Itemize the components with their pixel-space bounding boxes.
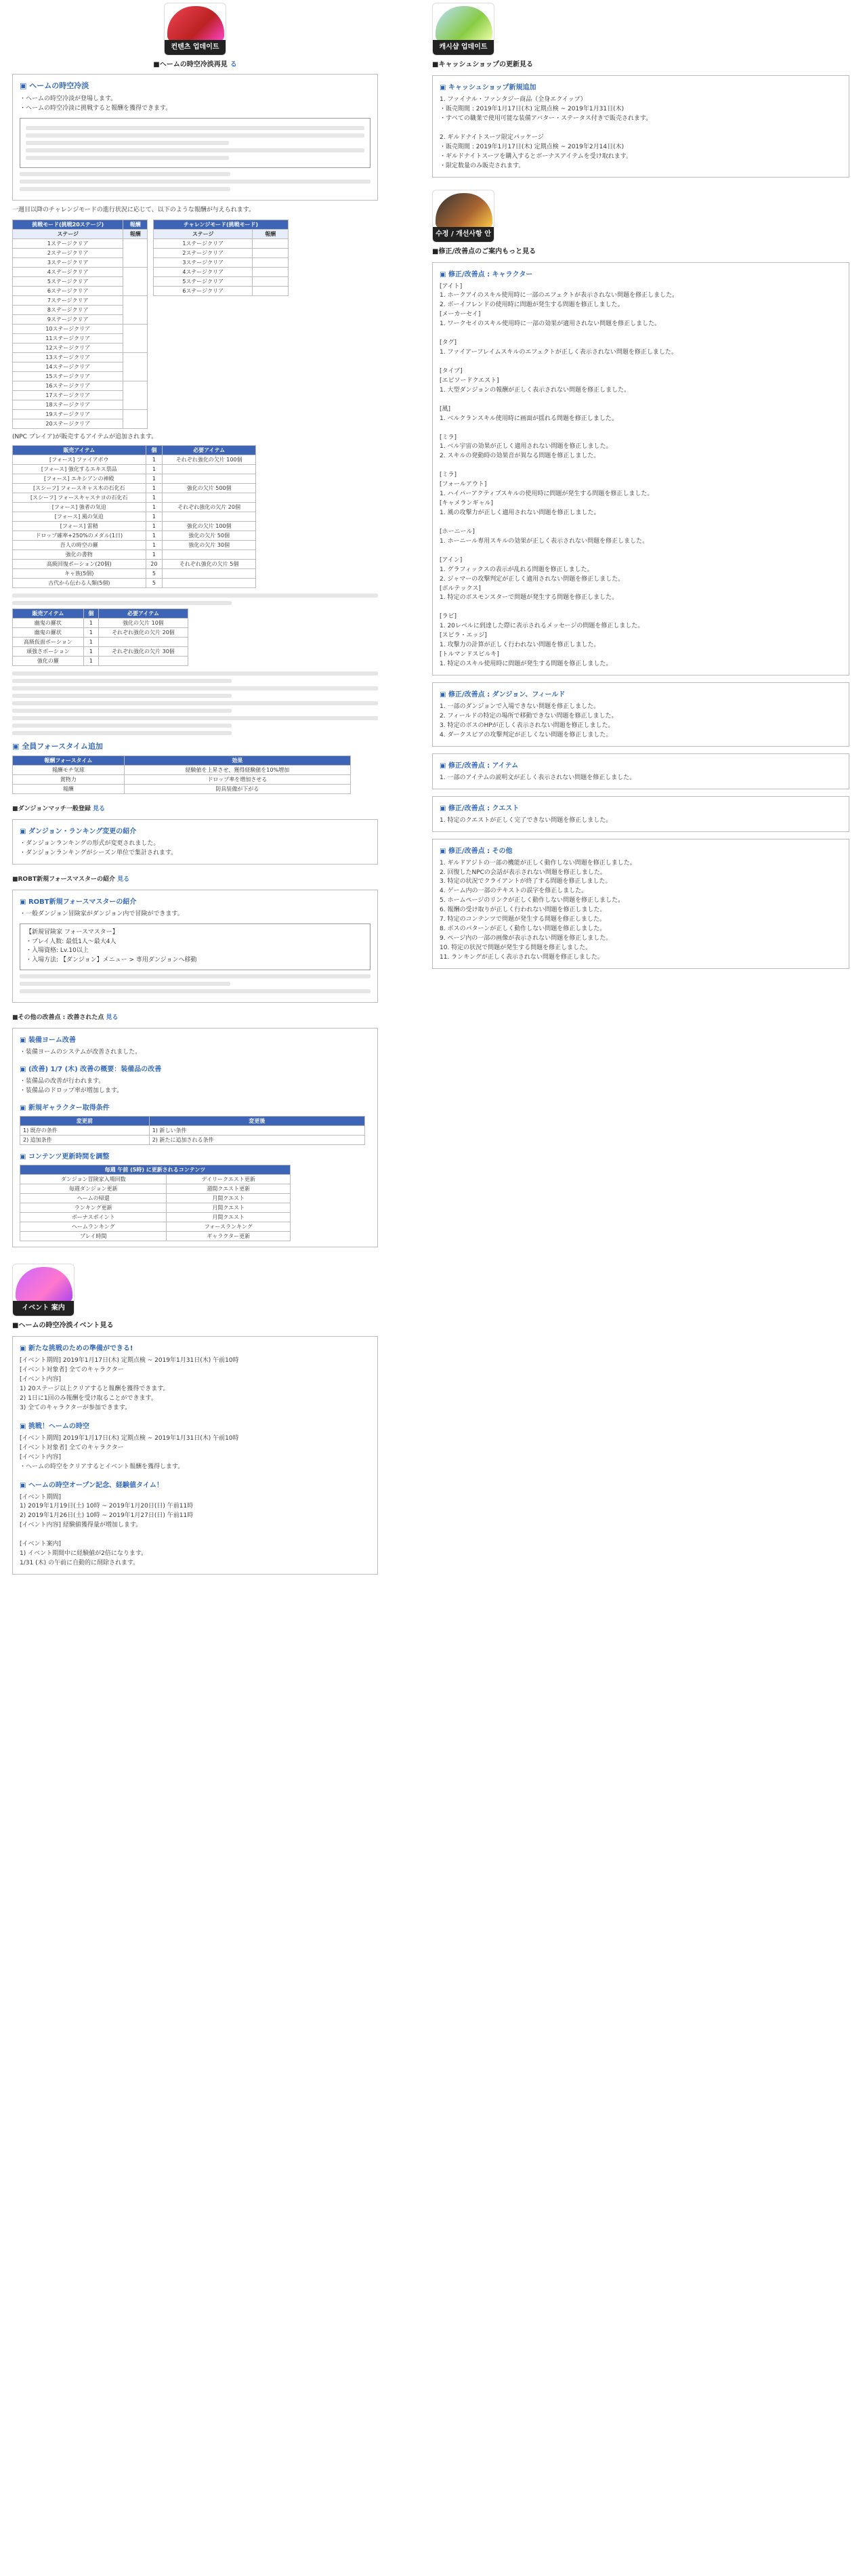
table-cell: 1 <box>146 549 163 559</box>
table-cell: 強化の欠片 100個 <box>163 521 256 531</box>
table-cell: 14ステージクリア <box>13 362 123 371</box>
table-cell: 1 <box>146 521 163 531</box>
compare-table <box>20 1116 365 1145</box>
table-cell: 週間クエスト更新 <box>167 1184 291 1194</box>
table-cell <box>123 381 148 409</box>
event-text-3: [イベント期間] 1) 2019年1月19日(土) 10時 ~ 2019年1月20日(日) 午前11時 2) 2019年1月26日(土) 10時 ~ 2019年1月27日(日) 午前11時 [イベント内容] 経験値獲得量が増加します。 [イベント案内] 1) イベント期間中に経験値が2倍になります。 1/31 (木) の午前に自動的に削除されます。 <box>20 1493 194 1567</box>
table-cell <box>163 549 256 559</box>
table-cell: 強化の欠片 50個 <box>163 531 256 540</box>
misc-text-1: ・装備ヨームのシステムが改善されました。 <box>20 1049 142 1056</box>
table-cell: プレイ時間 <box>20 1232 167 1241</box>
table-subheader: 報酬 <box>253 229 289 238</box>
fix-header <box>432 190 849 255</box>
placeholder-line <box>20 187 230 191</box>
table-cell: 1) 新しい条件 <box>149 1126 364 1136</box>
table-subheader: 報酬 <box>123 229 148 238</box>
table-cell: ギャラクター更新 <box>167 1232 291 1241</box>
table-cell: 1 <box>146 512 163 521</box>
fix-dungeon-title: ▣ 修正/改善点 : ダンジョン、フィールド <box>440 688 842 699</box>
table-row <box>13 238 148 248</box>
table-cell: 古代から伝わる人類(5個) <box>13 578 146 587</box>
reward-tables <box>12 220 378 429</box>
table-cell: ランキング更新 <box>20 1203 167 1213</box>
table-cell: 強化の羅 <box>13 656 84 665</box>
table-row <box>13 409 148 419</box>
table-cell: 強化の欠片 30個 <box>163 540 256 549</box>
shop-badge <box>432 3 494 56</box>
table-cell: 1 <box>146 455 163 464</box>
table-row <box>13 618 188 627</box>
table-cell: それぞれ強化の欠片 30個 <box>98 646 188 656</box>
fix-char-title: ▣ 修正/改善点 : キャラクター <box>440 268 842 278</box>
dungeon-match-link[interactable]: ■ダンジョンマッチ一般登録 見る <box>12 805 105 812</box>
badge-label: 캐시샵 업데이트 <box>433 40 494 55</box>
table-cell: ボーナスポイント <box>20 1213 167 1222</box>
table-cell: [フォース] ファイアボウ <box>13 455 146 464</box>
table-cell: 賞物力 <box>13 774 125 784</box>
table-row <box>13 627 188 637</box>
special-table <box>12 755 351 794</box>
table-cell <box>123 267 148 295</box>
table-cell: 1 <box>83 637 98 646</box>
table-row <box>13 656 188 665</box>
table-cell: [スシーフ] フォースキャスナヨの石化石 <box>13 493 146 502</box>
table-cell <box>163 493 256 502</box>
intro-box <box>12 74 378 201</box>
table-cell <box>163 512 256 521</box>
fix-dungeon-box <box>432 682 849 747</box>
table-cell: ヘームランキング <box>20 1222 167 1232</box>
fix-quest-title: ▣ 修正/改善点 : クエスト <box>440 802 842 812</box>
table-row <box>13 381 148 390</box>
table-header: 個 <box>83 608 98 618</box>
table-header: 必要アイテム <box>163 445 256 455</box>
left-column <box>12 0 378 1575</box>
table-row <box>13 765 351 774</box>
table-cell: 強化の欠片 500個 <box>163 483 256 493</box>
table-cell <box>98 637 188 646</box>
table-row <box>154 248 289 257</box>
special-title: ▣ 全員フォースタイム追加 <box>12 741 378 751</box>
table-row <box>154 238 289 248</box>
placeholder-line <box>26 156 229 160</box>
table-row <box>13 637 188 646</box>
table-cell <box>123 324 148 352</box>
table-cell: 2ステージクリア <box>13 248 123 257</box>
event-badge <box>12 1264 75 1316</box>
table-header: 変更前 <box>20 1117 150 1126</box>
table-cell: 1 <box>146 540 163 549</box>
table-cell: [フォース] 強化するエキス票品 <box>13 464 146 474</box>
event-text-2: [イベント期間] 2019年1月17日(木) 定期点検 ~ 2019年1月31日(木) 午前10時 [イベント対象者] 全てのキャラクター [イベント内容] ・ヘームの時空をクリアするとイベント報酬を獲得します。 <box>20 1434 239 1470</box>
table-cell: 9ステージクリア <box>13 314 123 324</box>
table-row <box>20 1222 291 1232</box>
force-frame: 【新規冒険家 フォースマスター】 ・プレイ人数: 最低1人～最大4人 ・入場資格: Lv.10以上 ・入場方法: 【ダンジョン】メニュー > 専用ダンジョンへ移動 <box>20 923 371 971</box>
special-table-body <box>13 765 351 793</box>
table-cell: 2ステージクリア <box>154 248 253 257</box>
table-cell: 18ステージクリア <box>13 400 123 409</box>
table-cell: 幽鬼の羅状 <box>13 618 84 627</box>
fix-item-box <box>432 753 849 789</box>
placeholder-line <box>12 716 378 720</box>
table-row <box>13 324 148 333</box>
table-cell: デイリークエスト更新 <box>167 1175 291 1184</box>
right-column <box>432 0 849 969</box>
table-row <box>13 784 351 793</box>
compare-table-body <box>20 1126 365 1145</box>
event-link[interactable]: ■ヘームの時空冷淡イベント見る <box>12 1322 114 1330</box>
table-cell <box>163 464 256 474</box>
table-cell: 13ステージクリア <box>13 352 123 362</box>
table-cell: 20ステージクリア <box>13 419 123 428</box>
table-cell <box>163 474 256 483</box>
placeholder-line <box>12 709 232 713</box>
event-text-1: [イベント期間] 2019年1月17日(木) 定期点検 ~ 2019年1月31日(木) 午前10時 [イベント対象者] 全てのキャラクター [イベント内容] 1) 20ステージ以上クリアすると報酬を獲得できます。 2) 1日に1回のみ報酬を受け取ることができます。 3) 全てのキャラクターが参加できます。 <box>20 1357 239 1411</box>
table-cell: 16ステージクリア <box>13 381 123 390</box>
placeholder-line <box>12 679 232 683</box>
table-cell: 強化の欠片 10個 <box>98 618 188 627</box>
table-row <box>13 483 256 493</box>
table-cell: 4ステージクリア <box>154 267 253 276</box>
misc-box <box>12 1028 378 1247</box>
table-header: チャレンジモード(挑戦モード) <box>154 220 289 229</box>
table-row <box>20 1203 291 1213</box>
placeholder-line <box>26 148 364 152</box>
table-cell: 6ステージクリア <box>154 286 253 295</box>
placeholder-line <box>12 671 378 676</box>
event-title-3: ▣ ヘームの時空オープン記念、経験値タイム！ <box>20 1479 371 1489</box>
table-cell <box>123 295 148 324</box>
content-update-link[interactable]: ■ヘームの時空冷淡再見 る <box>153 61 237 68</box>
placeholder-line <box>26 141 229 145</box>
table-row <box>13 568 256 578</box>
table-cell: 15ステージクリア <box>13 371 123 381</box>
table-cell: それぞれ強化の欠片 5個 <box>163 559 256 568</box>
misc-title-2: ▣ (改善) 1/7 (木) 改善の概要：装備品の改善 <box>20 1063 371 1073</box>
table-cell: ドロップ確率+250%のメダル(1日) <box>13 531 146 540</box>
table-cell: 5 <box>146 578 163 587</box>
table-cell: 2) 新たに追加される条件 <box>149 1136 364 1145</box>
table-cell: 毎週ダンジョン更新 <box>20 1184 167 1194</box>
intro-frame <box>20 118 371 168</box>
table-row <box>13 493 256 502</box>
placeholder-line <box>12 701 378 705</box>
fix-item-text: 1. 一部のアイテムの説明文が正しく表示されない問題を修正しました。 <box>440 774 636 781</box>
table-cell <box>123 409 148 428</box>
table-cell: 1 <box>146 464 163 474</box>
table-row <box>13 502 256 512</box>
table-cell: 7ステージクリア <box>13 295 123 305</box>
table-cell: 1ステージクリア <box>13 238 123 248</box>
placeholder-line <box>20 982 230 986</box>
placeholder-line <box>20 989 371 993</box>
hero-art-icon <box>167 6 224 41</box>
badge-label: 수정 / 개선사항 안 <box>433 227 494 242</box>
table-cell <box>163 578 256 587</box>
fix-char-box <box>432 262 849 676</box>
shop-box <box>432 75 849 178</box>
table-cell: 8ステージクリア <box>13 305 123 314</box>
table-cell: 5ステージクリア <box>13 276 123 286</box>
table-cell <box>123 238 148 267</box>
table-cell: [スシーフ] フォースキャス木の石化石 <box>13 483 146 493</box>
table-cell: 1 <box>83 627 98 637</box>
table-cell: 1 <box>146 531 163 540</box>
table-cell: 月間クエスト <box>167 1213 291 1222</box>
fix-other-title: ▣ 修正/改善点 : その他 <box>440 845 842 855</box>
shop-title: ▣ キャッシュショップ新規追加 <box>440 81 842 91</box>
placeholder-line <box>20 974 371 978</box>
table-subheader: ステージ <box>154 229 253 238</box>
misc-link[interactable]: ■その他の改善点 : 改善された点 見る <box>12 1014 119 1022</box>
force-link[interactable]: ■ROBT新規フォースマスターの紹介 見る <box>12 875 130 883</box>
table-cell: ヘームの帰還 <box>20 1194 167 1203</box>
table-row <box>13 531 256 540</box>
fix-art-icon <box>436 193 492 228</box>
table-cell: 20 <box>146 559 163 568</box>
dungeon-text: ・ダンジョンランキングの形式が変更されました。 ・ダンジョンランキングがシーズン単位で集計されます。 <box>20 839 177 856</box>
placeholder-line <box>20 180 371 184</box>
table-row <box>13 295 148 305</box>
table-row <box>13 559 256 568</box>
table-cell: 5 <box>146 568 163 578</box>
table-header: 必要アイテム <box>98 608 188 618</box>
misc-title-1: ▣ 装備ヨーム改善 <box>20 1034 371 1044</box>
table-header: 報酬フォースタイム <box>13 755 125 765</box>
misc-text-2: ・装備品の改善が行われます。 ・装備品のドロップ率が増加します。 <box>20 1078 123 1095</box>
event-title-2: ▣ 挑戦！ヘームの時空 <box>20 1420 371 1430</box>
table-row <box>13 549 256 559</box>
table-cell: 1 <box>83 656 98 665</box>
table-row <box>20 1126 365 1136</box>
table-cell: 10ステージクリア <box>13 324 123 333</box>
table-cell: 1 <box>146 474 163 483</box>
event-header <box>12 1264 378 1329</box>
table-cell: [フォース] 風の気迫 <box>13 512 146 521</box>
intro-text: ・ヘームの時空冷淡が登場します。 ・ヘームの時空冷淡に挑戦すると報酬を獲得できます。 <box>20 96 172 112</box>
table-cell: 1 <box>83 646 98 656</box>
table-row <box>20 1175 291 1184</box>
table-row <box>13 521 256 531</box>
content-update-header <box>12 3 378 68</box>
event-art-icon <box>16 1267 72 1302</box>
content-table-body <box>20 1175 291 1241</box>
table-cell: フォースランキング <box>167 1222 291 1232</box>
table-header: 挑戦モード(挑戦20ステージ) <box>13 220 123 229</box>
table-cell: 1 <box>146 493 163 502</box>
table-cell: 3ステージクリア <box>154 257 253 267</box>
table-cell: [フォース] エキシアンの神殿 <box>13 474 146 483</box>
table-cell: 2) 追加条件 <box>20 1136 150 1145</box>
table-cell: [フォース] 雷精 <box>13 521 146 531</box>
table-cell <box>98 656 188 665</box>
event-title-1: ▣ 新たな挑戦のための準備ができる! <box>20 1342 371 1352</box>
table-cell: 防具装備が下がる <box>124 784 350 793</box>
table-cell: 1ステージクリア <box>154 238 253 248</box>
table-cell: 3ステージクリア <box>13 257 123 267</box>
fix-dungeon-text: 1. 一部のダンジョンで入場できない問題を修正しました。 2. フィールドの特定の場所で移動できない問題を修正しました。 3. 特定のボスのHPが正しく表示されない問題を修正しました。 4. ダークスピアの攻撃判定が正しくない問題を修正しました。 <box>440 703 618 739</box>
table-cell <box>163 568 256 578</box>
table-row <box>13 512 256 521</box>
placeholder-line <box>12 686 378 690</box>
table-row <box>154 267 289 276</box>
table-row <box>20 1232 291 1241</box>
table-row <box>154 257 289 267</box>
table-cell: 11ステージクリア <box>13 333 123 343</box>
table-row <box>13 646 188 656</box>
table-subheader: ステージ <box>13 229 123 238</box>
table-cell: 1 <box>83 618 98 627</box>
placeholder-line <box>12 594 378 598</box>
table-cell <box>253 276 289 286</box>
placeholder-line <box>26 126 364 130</box>
table-cell: 頑強さポーション <box>13 646 84 656</box>
placeholder-line <box>20 172 230 176</box>
shop-link[interactable]: ■キャッシュショップの更新見る <box>432 61 534 68</box>
table-row <box>13 474 256 483</box>
force-box <box>12 890 378 1003</box>
table-row <box>13 267 148 276</box>
table-cell: 吾人の時空の羅 <box>13 540 146 549</box>
placeholder-line <box>12 601 232 605</box>
table-row <box>13 774 351 784</box>
table-cell: 幽鬼の羅状 <box>13 627 84 637</box>
table-cell: 4ステージクリア <box>13 267 123 276</box>
table-row <box>154 276 289 286</box>
shop-art-icon <box>436 6 492 41</box>
table-cell: それぞれ強化の欠片 20個 <box>163 502 256 512</box>
table-cell: 経験値を上昇させ、獲得経験値を10%増加 <box>124 765 350 774</box>
placeholder-line <box>12 731 232 735</box>
stage-table <box>153 220 289 296</box>
items-table <box>12 445 256 588</box>
table-row <box>13 578 256 587</box>
fix-other-box <box>432 839 849 969</box>
placeholder-line <box>12 724 232 728</box>
table-cell: 高級仮面ポーション <box>13 637 84 646</box>
content-update-badge <box>164 3 226 56</box>
table-cell: ダンジョン冒険家入場回数 <box>20 1175 167 1184</box>
table-cell: キャ族(5個) <box>13 568 146 578</box>
table-cell <box>123 352 148 381</box>
table-header: 変更後 <box>149 1117 364 1126</box>
table-cell: 1) 既存の条件 <box>20 1126 150 1136</box>
table-cell: それぞれ強化の欠片 20個 <box>98 627 188 637</box>
challenge-table <box>12 220 148 429</box>
table-cell: 5ステージクリア <box>154 276 253 286</box>
shop-header <box>432 3 849 68</box>
table-row <box>13 455 256 464</box>
fix-badge <box>432 190 494 243</box>
table-header: 個 <box>146 445 163 455</box>
table-cell: ドロップ率を増加させる <box>124 774 350 784</box>
table-cell: 1 <box>146 502 163 512</box>
table-row <box>13 352 148 362</box>
stage-table-body <box>154 238 289 295</box>
table-row <box>20 1136 365 1145</box>
items2-table <box>12 608 188 666</box>
force-text: ・一般ダンジョン冒険家がダンジョン内で冒険ができます。 <box>20 910 184 917</box>
table-cell: それぞれ強化の欠片 100個 <box>163 455 256 464</box>
table-row <box>20 1213 291 1222</box>
table-cell: 高級回復ポーション(20個) <box>13 559 146 568</box>
table-cell: 月間クエスト <box>167 1203 291 1213</box>
items-table-body <box>13 455 256 587</box>
table-row <box>13 540 256 549</box>
table-header: 効果 <box>124 755 350 765</box>
table-cell: 6ステージクリア <box>13 286 123 295</box>
force-title: ▣ ROBT新規フォースマスターの紹介 <box>20 896 371 906</box>
table-cell <box>253 257 289 267</box>
table-cell <box>253 267 289 276</box>
badge-label: イベント 案内 <box>13 1301 74 1316</box>
placeholder-block <box>12 671 378 735</box>
table-cell: [フォース] 強者の気迫 <box>13 502 146 512</box>
table-header: 販売アイテム <box>13 608 84 618</box>
items-title: (NPC プレイア)が販売するアイテムが追加されます。 <box>12 433 158 440</box>
table-cell: 月間クエスト <box>167 1194 291 1203</box>
placeholder-line <box>26 133 364 138</box>
table-cell: 17ステージクリア <box>13 390 123 400</box>
misc-title-3: ▣ 新規ギャラクター取得条件 <box>20 1102 371 1112</box>
table-cell <box>253 238 289 248</box>
intro-title: ▣ ヘームの時空冷淡 <box>20 80 371 91</box>
table-row <box>13 464 256 474</box>
table-row <box>154 286 289 295</box>
fix-item-title: ▣ 修正/改善点 : アイテム <box>440 760 842 770</box>
content-table <box>20 1165 291 1241</box>
dungeon-box <box>12 819 378 865</box>
fix-char-text: [アイト] 1. ホークアイのスキル使用時に一部のエフェクトが表示されない問題を修正しました。 2. ボーイフレンドの使用時に問題が発生する問題を修正しました。 [メーカーセイ] 1. ワークセイのスキル使用時に一部の効果が適用されない問題を修正しました。 [タグ] 1. ファイアーフレイムスキルのエフェクトが正しく表示されない問題を修正しました。 [タイプ] [エピソードクエスト] 1. 大型ダンジョンの報酬が正しく表示されない問題を修正しました。 [風] 1. ベルクランスキル使用時に画面が揺れる問題を修正しました。 [ミラ] 1. ベル宇宙の効果が正しく適用されない問題を修正しました。 2. スキルの発動時の効果音が異なる問題を修正しました。 [ミラ] [フォールアウト] 1. ハイパーアクティブスキルの使用時に問題が発生する問題を修正しました。 [キャメランギャル] 1. 風の攻撃力が正しく適用されない問題を修正しました。 [ホーニール] 1. ホーニール専用スキルの効果が正しく表示されない問題を修正しました。 [アイン] 1. グラフィックスの表示が乱れる問題を修正しました。 2. ジャマーの攻撃判定が正しく適用されない問題を修正しました。 [ボルテックス] 1. 特定のボスモンスターで問題が発生する問題を修正しました。 [ラビ] 1. 20レベルに到達した際に表示されるメッセージの問題を修正しました。 [スピラ・エッジ] 1. 攻撃力の計算が正しく行われない問題を修正しました。 [トルマンドスピルキ] 1. 特定のスキル使用時に問題が発生する問題を修正しました。 <box>440 283 679 667</box>
table-header: 販売アイテム <box>13 445 146 455</box>
table-cell <box>253 286 289 295</box>
items2-table-body <box>13 618 188 665</box>
table-header: 毎週 午前 (5時) に更新されるコンテンツ <box>20 1165 291 1175</box>
fix-other-text: 1. ギルドアジトの一部の機能が正しく動作しない問題を修正しました。 2. 回復したNPCの会話が表示されない問題を修正しました。 3. 特定の状況でクライアントが終了する問題を修正しました。 4. ゲーム内の一部のテキストの誤字を修正しました。 5. ホームページのリンクが正しく動作しない問題を修正しました。 6. 報酬の受け取りが正しく行われない問題を修正しました。 7. 特定のコンテンツで問題が発生する問題を修正しました。 8. ボスのパターンが正しく動作しない問題を修正しました。 9. ページ内の一部の画像が表示されない問題を修正しました。 10. 特定の状況で問題が発生する問題を修正しました。 11. ランキングが正しく表示されない問題を修正しました。 <box>440 859 636 961</box>
misc-title-4: ▣ コンテンツ更新時間を調整 <box>20 1150 371 1161</box>
event-box <box>12 1336 378 1575</box>
table-cell: 報酬モチ気球 <box>13 765 125 774</box>
challenge-table-body <box>13 238 148 428</box>
fix-quest-text: 1. 特定のクエストが正しく完了できない問題を修正しました。 <box>440 816 612 824</box>
badge-label: 컨텐츠 업데이트 <box>165 40 226 55</box>
table-row <box>20 1184 291 1194</box>
fix-link[interactable]: ■修正/改善点のご案内もっと見る <box>432 247 536 255</box>
table-cell: 12ステージクリア <box>13 343 123 352</box>
shop-text: 1. ファイナル・ファンタジー商品（全身エクイップ） ・販売期間 : 2019年1月17日(木) 定期点検 ~ 2019年1月31日(木) ・すべての職業で使用可能な装備アバター・ステータス付きで販売されます。 2. ギルドナイトスーツ限定パッケージ ・販売期間 : 2019年1月17日(木) 定期点検 ~ 2019年2月14日(木) ・ギルドナイトスーツを購入するとボーナスアイテムを受け取れます。 ・限定数量のみ販売されます。 <box>440 96 652 169</box>
tables-title: 一週目以降のチャレンジモードの進行状況に応じて、以下のような報酬が与えられます。 <box>12 206 255 213</box>
fix-quest-box <box>432 796 849 832</box>
table-cell: 強化の書物 <box>13 549 146 559</box>
table-cell <box>253 248 289 257</box>
placeholder-line <box>12 694 232 698</box>
table-cell: 19ステージクリア <box>13 409 123 419</box>
table-header: 報酬 <box>123 220 148 229</box>
dungeon-title: ▣ ダンジョン・ランキング変更の紹介 <box>20 825 371 835</box>
table-cell: 1 <box>146 483 163 493</box>
table-row <box>20 1194 291 1203</box>
table-cell: 報酬 <box>13 784 125 793</box>
